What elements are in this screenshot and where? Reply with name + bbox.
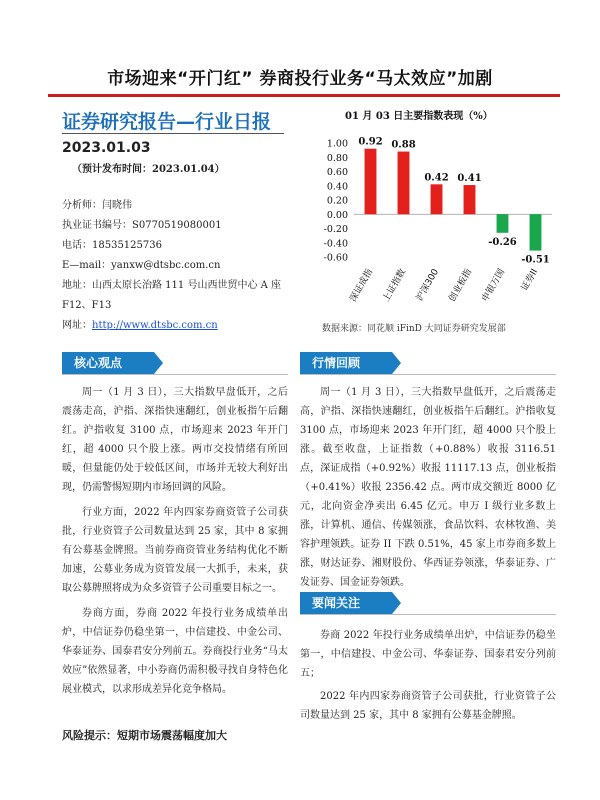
y-tick-label: 0.80 [326, 152, 348, 164]
bar-0 [365, 149, 377, 215]
chart-source: 数据来源：同花顺 iFinD 大同证券研究发展部 [322, 324, 506, 334]
bar-1 [398, 152, 410, 215]
data-label-4: -0.26 [488, 236, 517, 248]
chart-title: 01 月 03 日主要指数表现（%） [345, 111, 493, 122]
risk-warning: 风险提示：短期市场震荡幅度加大 [62, 729, 227, 742]
section-news-title: 要闻关注 [312, 596, 361, 610]
phone-number: 电话：18535125736 [62, 240, 162, 251]
title-underline [62, 133, 284, 134]
section-core-header [62, 352, 154, 374]
section-news-rule [300, 614, 556, 615]
y-tick-label: 0.20 [326, 195, 348, 207]
page-headline: 市场迎来“开门红” 券商投行业务“马太效应”加剧 [107, 69, 493, 89]
website-row [62, 316, 218, 331]
index-performance-chart [312, 125, 562, 315]
bar-5 [530, 214, 542, 250]
core-paragraph-1: 周一（1 月 3 日），三大指数早盘低开，之后震荡走高，沪指、深指快速翻红，创业板指午后翻红。沪指收复 3100 点，市场迎来 2023 年开门红，超 4000 只个股上涨。两市交投情绪有所回暖，但量能仍处于较低区间，市场并无较大利好出现，仍需警惕短期内市场回调的风险。 [62, 387, 288, 493]
y-tick-label: 0.00 [326, 209, 348, 221]
bar-3 [464, 185, 476, 214]
category-label-1: 上证指数 [381, 267, 409, 304]
category-label-0: 深证成指 [348, 267, 376, 304]
y-tick-label: -0.40 [323, 238, 348, 250]
publish-date: （预计发布时间：2023.01.04） [72, 164, 225, 175]
section-market-title: 行情回顾 [312, 356, 361, 370]
y-tick-label: -0.60 [323, 252, 348, 264]
report-title: 证券研究报告—行业日报 [62, 111, 272, 133]
section-news-header [300, 592, 392, 614]
section-market-header [300, 352, 392, 374]
address-line-1: 地址：山西太原长治路 111 号山西世贸中心 A 座 [62, 280, 282, 291]
category-label-5: 证券II [519, 267, 541, 293]
y-tick-label: 0.60 [326, 167, 348, 178]
email-address: E—mail：yanxw@dtsbc.com.cn [62, 260, 221, 271]
news-paragraph-2: 2022 年内四家券商资管子公司获批，行业资管子公司数量达到 25 家，其中 8 家拥有公募基金牌照。 [300, 691, 556, 721]
data-label-1: 0.88 [391, 139, 416, 151]
header-divider [48, 94, 560, 97]
data-label-3: 0.41 [457, 173, 482, 185]
bar-2 [431, 184, 443, 214]
news-paragraph-1: 券商 2022 年投行业务成绩单出炉，中信证券仍稳坐第一，中信建投、中金公司、华泰证券、国泰君安分列前五； [300, 630, 556, 679]
y-tick-label: 1.00 [326, 138, 348, 150]
website-label: 网址： [62, 320, 92, 331]
analyst-name: 分析师：闫晓伟 [62, 200, 132, 211]
market-paragraph: 周一（1 月 3 日），三大指数早盘低开，之后震荡走高，沪指、深指快速翻红，创业板指午后翻红。沪指收复 3100 点，市场迎来 2023 年开门红，超 4000 只个股上涨。截至收盘，上证指数（+0.88%）收报 3116.51 点，深证成指（+0.92%）收报 11117.13 点，创业板指（+0.41%）收报 2356.42 点。两市成交额近 8000 亿元，北向资金净卖出 6.45 亿元。申万 I 级行业多数上涨，计算机、通信、传媒领涨，食品饮料、农林牧渔、美容护理领跌。证券 II 下跌 0.51%，45 家上市券商多数上涨，财达证券、湘财股份、华西证券领涨，华泰证券、广发证券、国金证券领跌。 [300, 387, 556, 588]
category-label-4: 申银万国 [480, 267, 508, 304]
core-paragraph-3: 券商方面，券商 2022 年投行业务成绩单出炉，中信证券仍稳坐第一，中信建投、中金公司、华泰证券、国泰君安分列前五。券商投行业务“马太效应”依然显著，中小券商仍需积极寻找自身特色化展业模式，以求形成差异化竞争格局。 [62, 608, 288, 695]
y-tick-label: 0.40 [326, 181, 348, 193]
report-date: 2023.01.03 [62, 140, 151, 156]
certificate-number: 执业证书编号：S0770519080001 [62, 220, 222, 231]
market-review-body [300, 383, 556, 592]
category-label-3: 创业板指 [447, 267, 475, 304]
section-core-rule [62, 374, 288, 375]
data-label-0: 0.92 [358, 136, 383, 148]
address-line-2: F12、F13 [62, 300, 112, 311]
website-link[interactable]: http://www.dtsbc.com.cn [92, 320, 218, 331]
bar-4 [497, 214, 509, 233]
data-label-2: 0.42 [424, 172, 449, 184]
section-market-rule [300, 374, 556, 375]
core-paragraph-2: 行业方面，2022 年内四家券商资管子公司获批，行业资管子公司数量达到 25 家，其中 8 家拥有公募基金牌照。当前券商资管业务结构优化不断加速，公募业务成为资管发展一大抓手，未来，获取公募牌照将成为众多资管子公司重要目标之一。 [62, 507, 288, 594]
section-core-title: 核心观点 [74, 356, 123, 370]
data-label-5: -0.51 [521, 254, 550, 266]
category-label-2: 沪深300 [414, 267, 442, 303]
y-tick-label: -0.20 [323, 224, 348, 235]
news-body [300, 626, 556, 725]
core-view-body [62, 383, 288, 699]
